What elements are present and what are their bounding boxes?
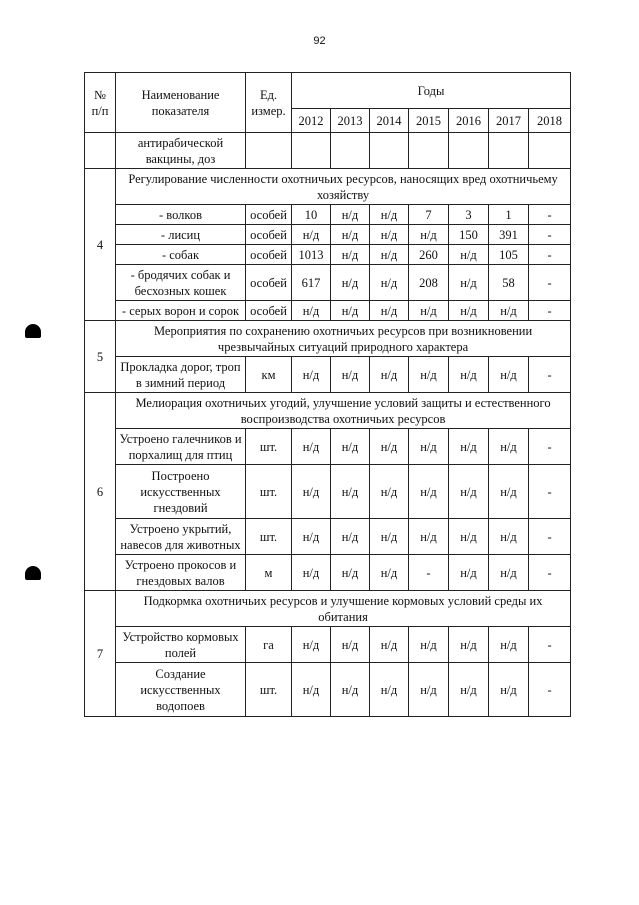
row-value: н/д [370,627,409,663]
row-unit: особей [246,265,292,301]
row-value: н/д [370,301,409,321]
row-value: 1 [489,205,529,225]
row-value: н/д [409,465,449,519]
table-row [85,357,571,393]
row-value [449,133,489,169]
row-value: н/д [370,465,409,519]
row-value: н/д [370,245,409,265]
table-row [85,663,571,717]
row-value: - [529,225,571,245]
row-value: 10 [292,205,331,225]
table-row [85,627,571,663]
row-value: н/д [370,429,409,465]
row-value: - [529,357,571,393]
row-value: 260 [409,245,449,265]
row-value: н/д [409,429,449,465]
row-value: н/д [331,357,370,393]
row-name: - собак [116,245,246,265]
row-value: 3 [449,205,489,225]
row-value: н/д [489,663,529,717]
table-row [85,205,571,225]
row-value: н/д [489,627,529,663]
row-name: антирабической вакцины, доз [116,133,246,169]
row-value: н/д [331,301,370,321]
table-row [85,555,571,591]
row-value: 58 [489,265,529,301]
row-value: - [529,519,571,555]
row-name: Устроено укрытий, навесов для животных [116,519,246,555]
row-value: - [529,555,571,591]
row-value: н/д [409,519,449,555]
row-value: 1013 [292,245,331,265]
row-value: н/д [331,245,370,265]
row-value: н/д [331,225,370,245]
row-value: н/д [370,225,409,245]
row-value: н/д [489,357,529,393]
row-value: н/д [370,663,409,717]
row-value: - [529,627,571,663]
row-value: 105 [489,245,529,265]
header-name: Наименование показателя [116,73,246,133]
row-name: Создание искусственных водопоев [116,663,246,717]
row-value: н/д [292,519,331,555]
row-value: 391 [489,225,529,245]
header-year: 2015 [409,109,449,133]
row-value: н/д [292,465,331,519]
row-value: н/д [409,627,449,663]
row-value: - [409,555,449,591]
row-unit [246,133,292,169]
row-value: н/д [489,555,529,591]
row-value [409,133,449,169]
table-row [85,265,571,301]
binder-hole-mark [25,566,41,580]
row-value: н/д [449,627,489,663]
row-value: - [529,301,571,321]
row-value: - [529,245,571,265]
row-value: 150 [449,225,489,245]
table-row [85,301,571,321]
section-title-row [85,321,571,357]
row-num [85,133,116,169]
row-value: н/д [331,465,370,519]
row-value: 617 [292,265,331,301]
row-value: н/д [370,519,409,555]
row-value: н/д [489,465,529,519]
row-value: - [529,663,571,717]
row-unit: особей [246,225,292,245]
row-value: н/д [409,225,449,245]
row-value: н/д [370,265,409,301]
row-value: н/д [292,429,331,465]
row-value: н/д [331,265,370,301]
header-row [85,73,571,109]
row-unit: м [246,555,292,591]
row-value [292,133,331,169]
row-value: н/д [449,357,489,393]
section-title-row [85,591,571,627]
section-title: Регулирование численности охотничьих ресурсов, наносящих вред охотничьему хозяйству [116,169,571,205]
row-value: н/д [449,301,489,321]
section-title-row [85,393,571,429]
row-value: н/д [331,429,370,465]
row-name: Прокладка дорог, троп в зимний период [116,357,246,393]
row-value: н/д [370,205,409,225]
row-value: н/д [331,519,370,555]
header-year: 2016 [449,109,489,133]
hunting-resources-table [84,72,571,717]
header-year: 2012 [292,109,331,133]
header-years-label: Годы [292,73,571,109]
row-value [489,133,529,169]
section-number: 4 [85,169,116,321]
section-number: 7 [85,591,116,717]
row-unit: особей [246,205,292,225]
row-name: Устроено прокосов и гнездовых валов [116,555,246,591]
row-value: н/д [449,465,489,519]
row-value [529,133,571,169]
row-value: н/д [292,663,331,717]
row-value: н/д [292,627,331,663]
row-value: н/д [449,245,489,265]
header-unit: Ед. измер. [246,73,292,133]
row-name: - лисиц [116,225,246,245]
row-value: н/д [409,357,449,393]
row-unit: га [246,627,292,663]
section-title-row [85,169,571,205]
row-unit: шт. [246,519,292,555]
table-row [85,465,571,519]
row-value: н/д [292,555,331,591]
row-value: н/д [489,519,529,555]
row-value: н/д [331,205,370,225]
header-year: 2014 [370,109,409,133]
row-unit: км [246,357,292,393]
binder-hole-mark [25,324,41,338]
section-title: Мелиорация охотничьих угодий, улучшение условий защиты и естественного воспроизводства охотничьих ресурсов [116,393,571,429]
row-name: Устройство кормовых полей [116,627,246,663]
row-value: н/д [331,627,370,663]
table-row [85,225,571,245]
row-value: н/д [331,663,370,717]
row-name: Построено искусственных гнездовий [116,465,246,519]
row-value: - [529,265,571,301]
row-value: н/д [370,357,409,393]
row-unit: шт. [246,429,292,465]
row-value: н/д [449,555,489,591]
row-value: н/д [331,555,370,591]
row-unit: шт. [246,465,292,519]
row-name: - волков [116,205,246,225]
header-year: 2018 [529,109,571,133]
row-name: - серых ворон и сорок [116,301,246,321]
section-title: Мероприятия по сохранению охотничьих ресурсов при возникновении чрезвычайных ситуаций природного характера [116,321,571,357]
row-value: - [529,429,571,465]
row-value: н/д [292,225,331,245]
row-value: н/д [292,357,331,393]
table-row [85,429,571,465]
row-value: 208 [409,265,449,301]
table-row [85,245,571,265]
header-num: № п/п [85,73,116,133]
row-unit: особей [246,245,292,265]
row-value: н/д [409,301,449,321]
row-value: н/д [449,663,489,717]
row-name: Устроено галечников и порхалищ для птиц [116,429,246,465]
section-number: 6 [85,393,116,591]
section-title: Подкормка охотничьих ресурсов и улучшение кормовых условий среды их обитания [116,591,571,627]
row-value [331,133,370,169]
row-value: н/д [489,301,529,321]
row-value: н/д [370,555,409,591]
row-value [370,133,409,169]
section-number: 5 [85,321,116,393]
row-value: н/д [449,429,489,465]
row-value: - [529,205,571,225]
table-row [85,519,571,555]
row-value: - [529,465,571,519]
header-year: 2013 [331,109,370,133]
row-value: н/д [409,663,449,717]
row-value: н/д [489,429,529,465]
row-value: н/д [292,301,331,321]
row-value: 7 [409,205,449,225]
row-unit: шт. [246,663,292,717]
continuation-row [85,133,571,169]
row-unit: особей [246,301,292,321]
page-number: 92 [313,35,326,47]
row-name: - бродячих собак и бесхозных кошек [116,265,246,301]
row-value: н/д [449,265,489,301]
row-value: н/д [449,519,489,555]
header-year: 2017 [489,109,529,133]
